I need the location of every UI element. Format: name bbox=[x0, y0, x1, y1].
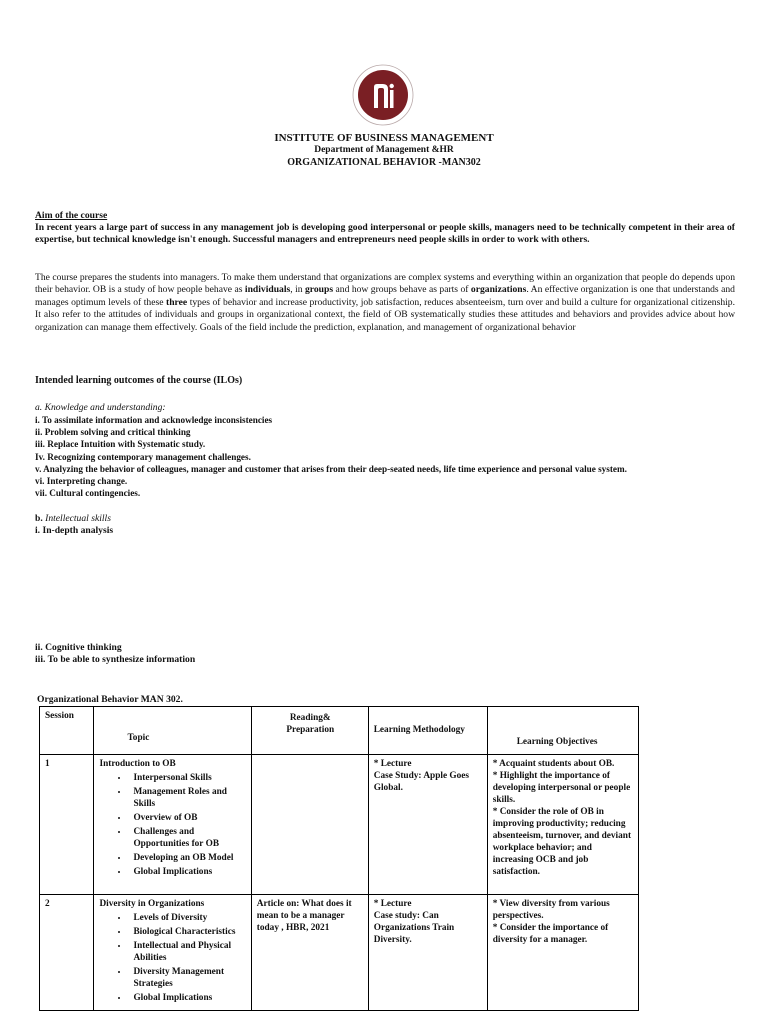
list-item: i. To assimilate information and acknowledge inconsistencies bbox=[35, 415, 273, 425]
topic-bullet: • Interpersonal Skills bbox=[129, 772, 246, 784]
list-item: iii. Replace Intuition with Systematic study. bbox=[35, 439, 206, 450]
knowledge-list bbox=[35, 414, 735, 499]
topic-bullet: • Levels of Diversity bbox=[129, 912, 246, 924]
objectives-cell: * View diversity from various perspectives. * Consider the importance of diversity for a manager. bbox=[487, 895, 638, 1011]
method-cell: * Lecture Case Study: Apple Goes Global. bbox=[368, 755, 487, 895]
header-reading: Reading& Preparation bbox=[251, 707, 368, 755]
topic-bullet: • Biological Characteristics bbox=[129, 926, 246, 938]
course-code-title: ORGANIZATIONAL BEHAVIOR -MAN302 bbox=[287, 157, 481, 168]
method-cell: * Lecture Case study: Can Organizations Train Diversity. bbox=[368, 895, 487, 1011]
topic-bullet: • Global Implications bbox=[129, 866, 246, 878]
knowledge-label: a. Knowledge and understanding: bbox=[35, 402, 166, 413]
topic-bullet: • Developing an OB Model bbox=[129, 852, 246, 864]
header-objectives: Learning Objectives bbox=[487, 707, 638, 755]
topic-bullet: • Global Implications bbox=[129, 992, 246, 1004]
list-item: vi. Interpreting change. bbox=[35, 476, 128, 487]
table-header-row bbox=[40, 707, 639, 755]
list-item: Iv. Recognizing contemporary management challenges. bbox=[35, 451, 251, 462]
institute-logo bbox=[352, 64, 414, 126]
department-name: Department of Management &HR bbox=[314, 145, 454, 155]
header-methodology: Learning Methodology bbox=[368, 707, 487, 755]
institute-name: INSTITUTE OF BUSINESS MANAGEMENT bbox=[274, 132, 494, 144]
header-topic: Topic bbox=[94, 707, 251, 755]
aim-paragraph: In recent years a large part of success in any management job is developing good interpersonal or people skills, managers need to be technically competent in their area of expertise, but technical knowledge isn't enough. Successful managers and entrepreneurs need people skills in order to work with others. bbox=[35, 222, 735, 246]
header-session: Session bbox=[40, 707, 94, 755]
topic-bullet: • Challenges and Opportunities for OB bbox=[129, 826, 246, 850]
reading-cell bbox=[251, 755, 368, 895]
topic-cell: Introduction to OB • Interpersonal Skills • Management Roles and Skills • Overview of OB • Challenges and Opportunities for OB • Developing an OB Model • Global Implications bbox=[94, 755, 251, 895]
list-item: iii. To be able to synthesize information bbox=[35, 654, 196, 666]
intellectual-list bbox=[35, 642, 735, 667]
table-row bbox=[40, 895, 639, 1011]
topic-bullet: • Management Roles and Skills bbox=[129, 786, 246, 810]
topic-bullet: • Diversity Management Strategies bbox=[129, 966, 246, 990]
course-description: The course prepares the students into managers. To make them understand that organizations are complex systems and everything within an organization that people do depends upon their behavior. OB is a study of how people behave as individuals, in groups and how groups behave as parts of organizations. An effective organization is one that understands and manages optimum levels of these three types of behavior and increase productivity, job satisfaction, reduces absenteeism, turn over and build a culture for organizational citizenship. It also refer to the attitudes of individuals and groups in organizational context, the field of OB systematically studies these attitudes and behaviors and provides advice about how organization can manage them effectively. Goals of the field include the prediction, explanation, and management of organizational behavior bbox=[35, 272, 735, 333]
list-item: ii. Cognitive thinking bbox=[35, 642, 122, 653]
session-cell: 1 bbox=[40, 755, 94, 895]
topic-bullet: • Intellectual and Physical Abilities bbox=[129, 940, 246, 964]
schedule-table bbox=[39, 706, 639, 1011]
intellectual-label: b. Intellectual skills bbox=[35, 513, 111, 524]
reading-cell: Article on: What does it mean to be a manager today , HBR, 2021 bbox=[251, 895, 368, 1011]
list-item: i. In-depth analysis bbox=[35, 525, 114, 536]
table-row bbox=[40, 755, 639, 895]
list-item: vii. Cultural contingencies. bbox=[35, 488, 141, 499]
table-title: Organizational Behavior MAN 302. bbox=[37, 694, 183, 705]
objectives-cell: * Acquaint students about OB. * Highlight the importance of developing interpersonal or people skills. * Consider the role of OB in improving productivity; reducing absenteeism, turnover, and deviant workplace behavior; and increasing OCB and job satisfaction. bbox=[487, 755, 638, 895]
session-cell: 2 bbox=[40, 895, 94, 1011]
topic-cell: Diversity in Organizations • Levels of Diversity • Biological Characteristics • Intellectual and Physical Abilities • Diversity Management Strategies • Global Implications bbox=[94, 895, 251, 1011]
ilo-heading: Intended learning outcomes of the course (ILOs) bbox=[35, 375, 243, 386]
list-item: ii. Problem solving and critical thinking bbox=[35, 427, 191, 438]
list-item: v. Analyzing the behavior of colleagues, manager and customer that arises from their deep-seated needs, life time experience and personal value system. bbox=[35, 463, 627, 474]
topic-bullet: • Overview of OB bbox=[129, 812, 246, 824]
aim-heading: Aim of the course bbox=[35, 210, 108, 221]
